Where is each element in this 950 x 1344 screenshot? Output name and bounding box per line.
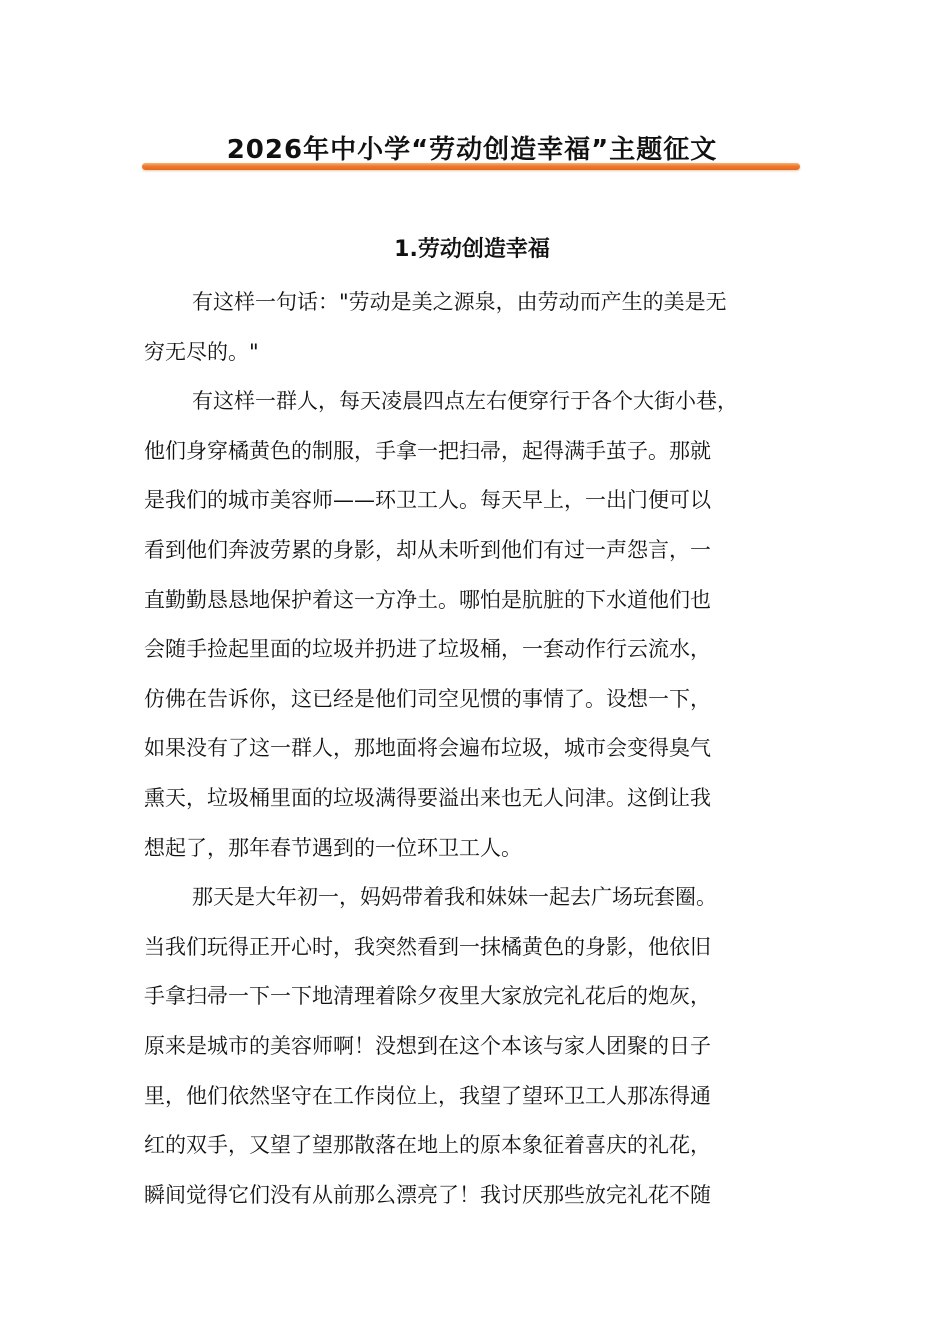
paragraph-quote: 有这样一句话："劳动是美之源泉，由劳动而产生的美是无 穷无尽的。" xyxy=(144,290,727,364)
document-title: 2026年中小学“劳动创造幸福”主题征文 xyxy=(226,135,718,165)
paragraph-sanitation-workers: 有这样一群人，每天凌晨四点左右便穿行于各个大街小巷， 他们身穿橘黄色的制服，手拿一把扫帚，起得满手茧子。那就 是我们的城市美容师——环卫工人。每天早上，一出门便可以 看到他们奔波劳累的身影，却从未听到他们有过一声怨言，一 直勤勤恳恳地保护着这一方净土。哪怕是肮脏的下水道他们也 会随手捡起里面的垃圾并扔进了垃圾桶，一套动作行云流水， 仿佛在告诉你，这已经是他们司空见惯的事情了。设想一下， 如果没有了这一群人，那地面将会遍布垃圾，城市会变得臭气 熏天，垃圾桶里面的垃圾满得要溢出来也无人问津。这倒让我 想起了，那年春节遇到的一位环卫工人。 xyxy=(144,389,738,860)
essay-body xyxy=(144,278,810,1220)
section-heading: 1.劳动创造幸福 xyxy=(394,237,550,262)
paragraph-new-year-story: 那天是大年初一，妈妈带着我和妹妹一起去广场玩套圈。 当我们玩得正开心时，我突然看到一抹橘黄色的身影，他依旧 手拿扫帚一下一下地清理着除夕夜里大家放完礼花后的炮灰， 原来是城市的美容师啊！没想到在这个本该与家人团聚的日子 里，他们依然坚守在工作岗位上，我望了望环卫工人那冻得通 红的双手，又望了望那散落在地上的原本象征着喜庆的礼花， 瞬间觉得它们没有从前那么漂亮了！我讨厌那些放完礼花不随 xyxy=(144,885,717,1207)
